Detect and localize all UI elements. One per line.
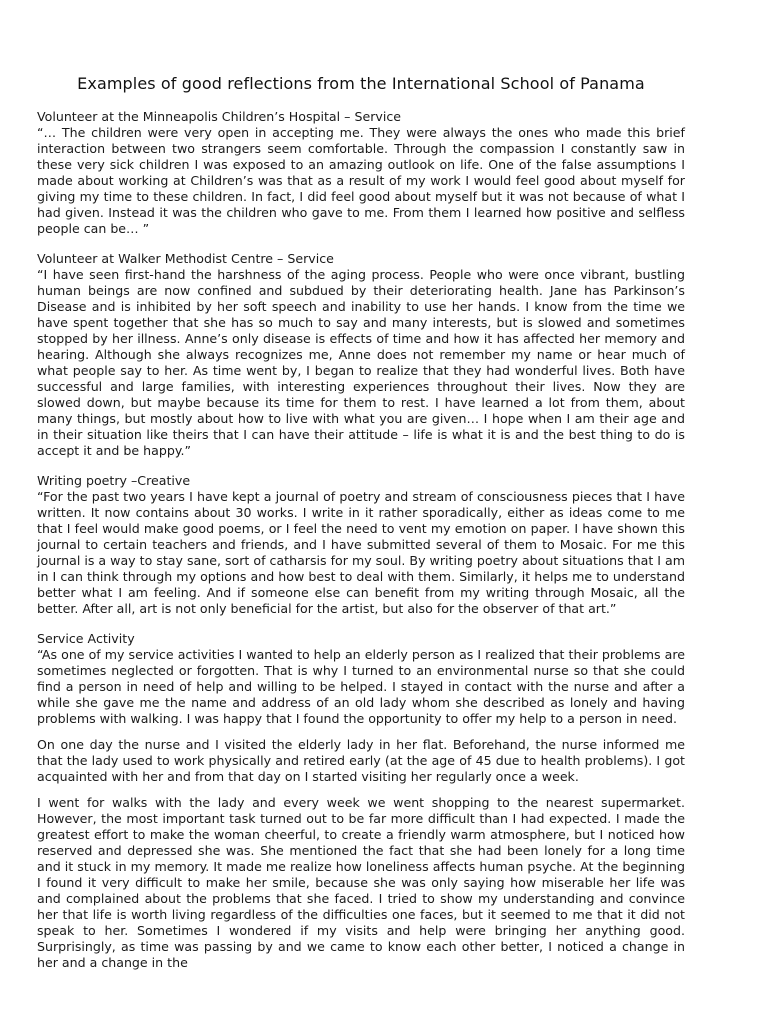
section-paragraph: “… The children were very open in accepting me. They were always the ones who made this brief interaction between two strangers seem comfortable. Through the compassion I constantly saw in these very sick children I was exposed to an amazing outlook on life. One of the false assumptions I made about working at Children’s was that as a result of my work I would feel good about myself for giving my time to these children. In fact, I did feel good about myself but it was not because of what I had given. Instead it was the children who gave to me. From them I learned how positive and selfless people can be… ”	[37, 125, 685, 236]
section-paragraph: “For the past two years I have kept a journal of poetry and stream of consciousness pieces that I have written. It now contains about 30 works. I write in it rather sporadically, either as ideas come to me that I feel would make good poems, or I feel the need to vent my emotion on paper. I have shown this journal to certain teachers and friends, and I have submitted several of them to Mosaic. For me this journal is a way to stay sane, sort of catharsis for my soul. By writing poetry about situations that I am in I can think through my options and how best to deal with them. Similarly, it helps me to understand better what I am feeling. And if someone else can benefit from my writing through Mosaic, all the better. After all, art is not only beneficial for the artist, but also for the observer of that art.”	[37, 489, 685, 616]
section-paragraph: On one day the nurse and I visited the elderly lady in her flat. Beforehand, the nurse informed me that the lady used to work physically and retired early (at the age of 45 due to health problems). I got acquainted with her and from that day on I started visiting her regularly once a week.	[37, 737, 685, 784]
section-paragraph: “I have seen first-hand the harshness of the aging process. People who were once vibrant, bustling human beings are now confined and subdued by their deteriorating health. Jane has Parkinson’s Disease and is inhibited by her soft speech and inability to use her hands. I know from the time we have spent together that she has so much to say and many interests, but is slowed and sometimes stopped by her illness. Anne’s only disease is effects of time and how it has affected her memory and hearing. Although she always recognizes me, Anne does not remember my name or hear much of what people say to her. As time went by, I began to realize that they had wonderful lives. Both have successful and large families, with interesting experiences throughout their lives. Now they are slowed down, but maybe because its time for them to rest. I have learned a lot from them, about many things, but mostly about how to live with what you are given… I hope when I am their age and in their situation like theirs that I can have their attitude – life is what it is and the best thing to do is accept it and be happy.”	[37, 267, 685, 458]
section-heading: Writing poetry –Creative	[37, 473, 191, 488]
section-heading: Volunteer at Walker Methodist Centre – Service	[37, 251, 334, 266]
section-paragraph: “As one of my service activities I wanted to help an elderly person as I realized that their problems are sometimes neglected or forgotten. That is why I turned to an environmental nurse so that she could find a person in need of help and willing to be helped. I stayed in contact with the nurse and after a while she gave me the name and address of an old lady whom she described as lonely and having problems with walking. I was happy that I found the opportunity to offer my help to a person in need.	[37, 647, 685, 726]
document-body	[37, 109, 685, 985]
section-minneapolis-hospital	[37, 109, 685, 237]
section-heading: Service Activity	[37, 631, 135, 646]
section-walker-methodist	[37, 251, 685, 459]
section-writing-poetry	[37, 473, 685, 617]
section-heading: Volunteer at the Minneapolis Children’s Hospital – Service	[37, 109, 402, 124]
section-service-activity	[37, 631, 685, 971]
page-title: Examples of good reflections from the International School of Panama	[77, 74, 645, 93]
section-paragraph: I went for walks with the lady and every week we went shopping to the nearest supermarket. However, the most important task turned out to be far more difficult than I had expected. I made the greatest effort to make the woman cheerful, to create a friendly warm atmosphere, but I noticed how reserved and depressed she was. She mentioned the fact that she had been lonely for a long time and it stuck in my memory. It made me realize how loneliness affects human psyche. At the beginning I found it very difficult to make her smile, because she was only saying how miserable her life was and complained about the problems that she faced. I tried to show my understanding and convince her that life is worth living regardless of the difficulties one faces, but it seemed to me that it did not speak to her. Sometimes I wondered if my visits and help were bringing her anything good. Surprisingly, as time was passing by and we came to know each other better, I noticed a change in her and a change in the	[37, 795, 685, 970]
